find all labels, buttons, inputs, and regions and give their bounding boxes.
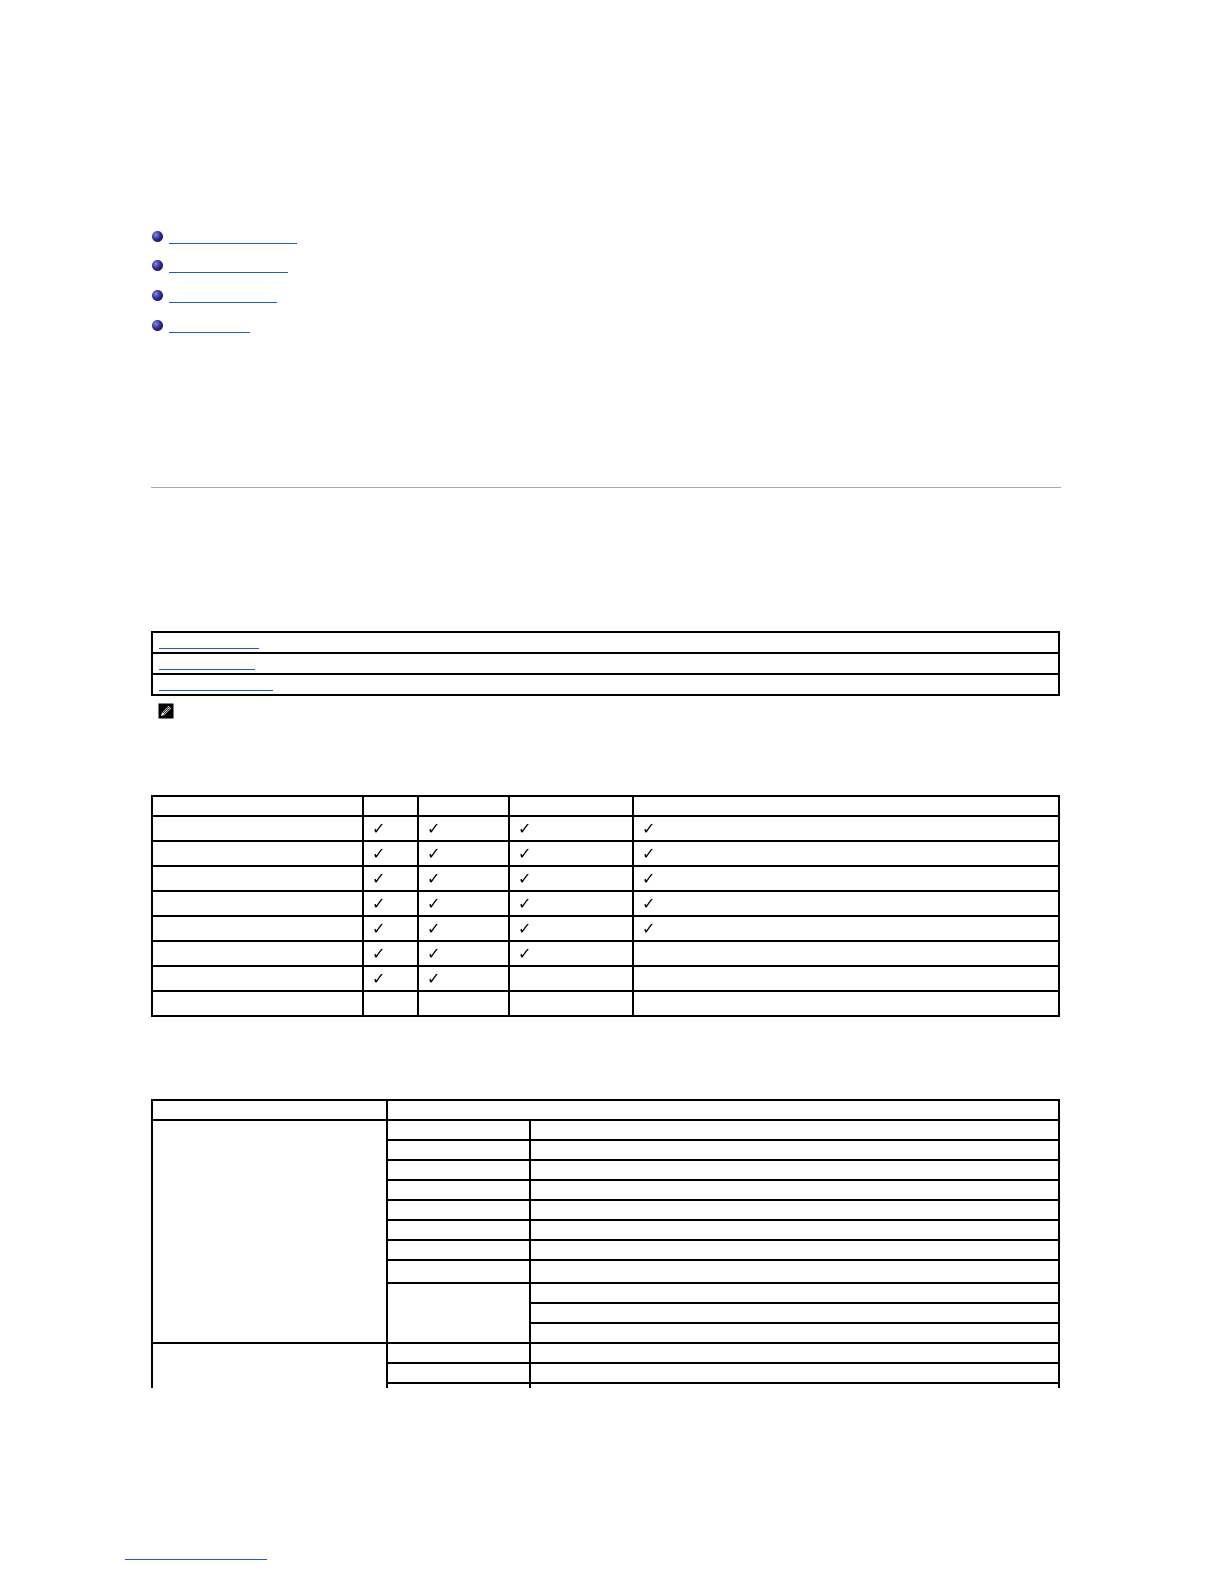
table-cell [530, 1140, 1059, 1160]
table-group-cell [152, 1343, 387, 1388]
table-header-row [152, 796, 1059, 816]
table-group-cell [152, 1120, 387, 1343]
table-cell [633, 941, 1059, 966]
checkmark-icon: ✓ [418, 891, 509, 916]
table-row [152, 966, 1059, 991]
bullet-icon [152, 260, 163, 271]
checkmark-icon: ✓ [633, 866, 1059, 891]
table-cell [509, 991, 633, 1016]
table-row [152, 891, 1059, 916]
table-group-cell [387, 1283, 530, 1343]
checkmark-icon: ✓ [509, 866, 633, 891]
table-cell [152, 916, 363, 941]
table-cell [387, 1240, 530, 1260]
table-cell [152, 941, 363, 966]
checkmark-icon: ✓ [418, 966, 509, 991]
table-cell [387, 1140, 530, 1160]
table-header-cell [152, 796, 363, 816]
table-cell [530, 1220, 1059, 1240]
checkmark-icon: ✓ [633, 891, 1059, 916]
table-cell [530, 1383, 1059, 1388]
bullet-icon [152, 290, 163, 301]
table-cell [152, 991, 363, 1016]
checkmark-icon: ✓ [363, 966, 418, 991]
checkmark-icon: ✓ [363, 841, 418, 866]
checkmark-icon: ✓ [509, 891, 633, 916]
table-cell [387, 1160, 530, 1180]
table-cell [530, 1363, 1059, 1383]
table-header-row [152, 1100, 1059, 1120]
table-cell [530, 1160, 1059, 1180]
table-cell [530, 1240, 1059, 1260]
table-cell [387, 1180, 530, 1200]
table-cell [387, 1363, 530, 1383]
table-cell [530, 1343, 1059, 1363]
table-cell [152, 966, 363, 991]
table-cell [633, 991, 1059, 1016]
toc-link[interactable] [169, 258, 288, 273]
nav-link[interactable] [159, 648, 259, 649]
table-cell [387, 1120, 530, 1140]
table-cell [152, 632, 1059, 653]
checkmark-icon: ✓ [363, 941, 418, 966]
table-cell [530, 1200, 1059, 1220]
table-cell [530, 1120, 1059, 1140]
table-row [152, 653, 1059, 674]
nav-link[interactable] [159, 669, 255, 670]
checkmark-icon: ✓ [418, 841, 509, 866]
checkmark-icon: ✓ [633, 841, 1059, 866]
table-row [152, 991, 1059, 1016]
checkmark-icon: ✓ [633, 916, 1059, 941]
table-cell [152, 866, 363, 891]
table-cell [363, 991, 418, 1016]
table-row [152, 916, 1059, 941]
table-cell [530, 1180, 1059, 1200]
table-row [152, 816, 1059, 841]
table-cell [152, 841, 363, 866]
toc-link[interactable] [169, 288, 277, 303]
table-cell [152, 816, 363, 841]
checkmark-icon: ✓ [418, 866, 509, 891]
checkmark-icon: ✓ [509, 941, 633, 966]
table-cell [387, 1200, 530, 1220]
table-row [152, 941, 1059, 966]
toc-link[interactable] [169, 318, 250, 333]
checkmark-icon: ✓ [363, 891, 418, 916]
table-cell [530, 1283, 1059, 1303]
bullet-icon [152, 320, 163, 331]
checkmark-icon: ✓ [363, 916, 418, 941]
table-row [152, 866, 1059, 891]
table-header-cell [363, 796, 418, 816]
toc-link[interactable] [169, 229, 297, 244]
table-cell [509, 966, 633, 991]
table-cell [387, 1383, 530, 1388]
table-row [152, 1343, 1059, 1363]
table-row [152, 632, 1059, 653]
table-header-cell [509, 796, 633, 816]
table-header-cell [633, 796, 1059, 816]
table-cell [530, 1260, 1059, 1283]
table-header-cell [387, 1100, 1059, 1120]
detail-table [151, 1099, 1060, 1388]
table-cell [387, 1220, 530, 1240]
table-row [152, 1120, 1059, 1140]
back-to-top-link[interactable] [125, 1559, 267, 1560]
table-cell [530, 1303, 1059, 1323]
table-row [152, 841, 1059, 866]
table-cell [418, 991, 509, 1016]
table-cell [633, 966, 1059, 991]
checkmark-icon: ✓ [363, 816, 418, 841]
table-cell [387, 1260, 530, 1283]
pencil-note-icon [158, 703, 174, 719]
support-matrix-table [151, 795, 1060, 1017]
checkmark-icon: ✓ [633, 816, 1059, 841]
bullet-icon [152, 231, 163, 242]
table-cell [152, 674, 1059, 695]
checkmark-icon: ✓ [363, 866, 418, 891]
checkmark-icon: ✓ [418, 816, 509, 841]
nav-link[interactable] [159, 690, 273, 691]
checkmark-icon: ✓ [509, 816, 633, 841]
table-row [152, 674, 1059, 695]
checkmark-icon: ✓ [509, 916, 633, 941]
checkmark-icon: ✓ [418, 916, 509, 941]
section-divider [151, 487, 1061, 488]
table-cell [530, 1323, 1059, 1343]
table-cell [387, 1343, 530, 1363]
checkmark-icon: ✓ [418, 941, 509, 966]
table-header-cell [152, 1100, 387, 1120]
nav-table [151, 631, 1060, 696]
checkmark-icon: ✓ [509, 841, 633, 866]
table-header-cell [418, 796, 509, 816]
table-cell [152, 653, 1059, 674]
table-cell [152, 891, 363, 916]
